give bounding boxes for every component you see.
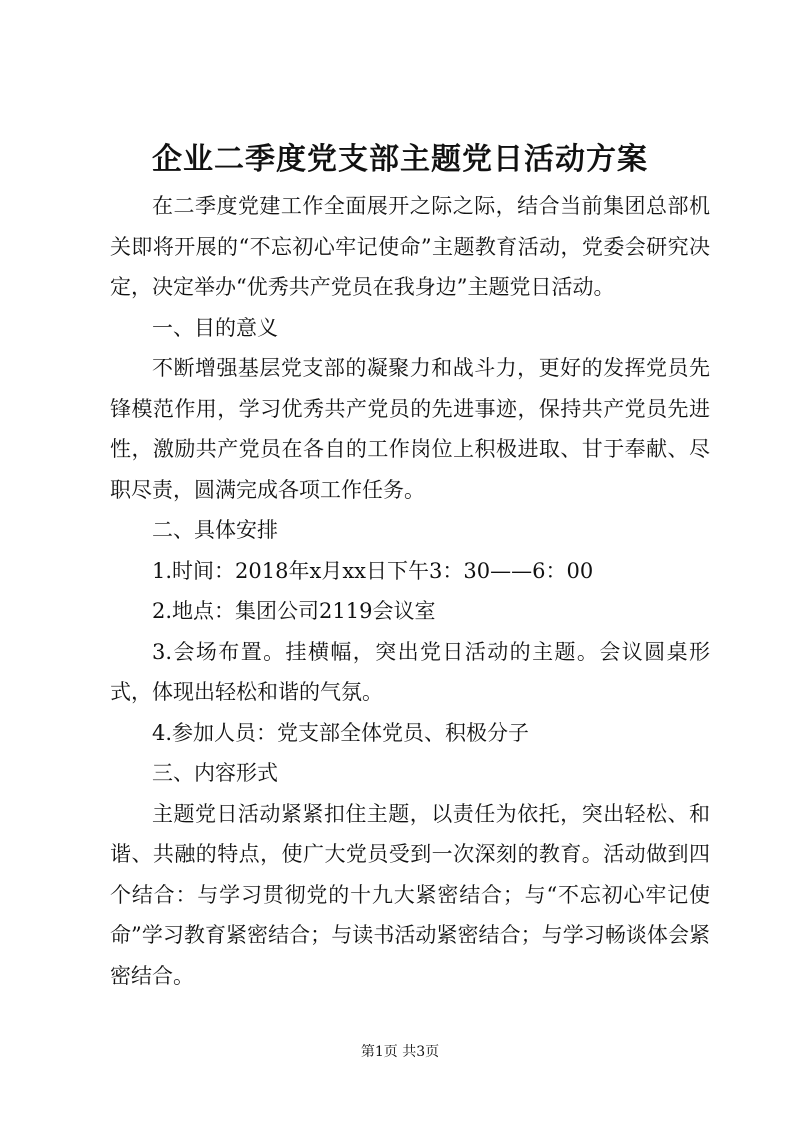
arrangement-location: 2.地点：集团公司2119会议室 xyxy=(152,599,436,623)
intro-paragraph: 在二季度党建工作全面展开之际之际，结合当前集团总部机关即将开展的“不忘初心牢记使命”主题教育活动，党委会研究决定，决定举办“优秀共产党员在我身边”主题党日活动。 xyxy=(110,194,710,299)
section-heading-purpose: 一、目的意义 xyxy=(152,315,278,340)
purpose-paragraph: 不断增强基层党支部的凝聚力和战斗力，更好的发挥党员先锋模范作用，学习优秀共产党员的先进事迹，保持共产党员先进性，激励共产党员在各自的工作岗位上积极进取、甘于奉献、尽职尽责，圆满完成各项工作任务。 xyxy=(110,356,710,502)
arrangement-participants: 4.参加人员：党支部全体党员、积极分子 xyxy=(152,720,530,745)
document-body xyxy=(110,186,710,996)
section-heading-arrangement: 二、具体安排 xyxy=(152,518,278,542)
content-paragraph: 主题党日活动紧紧扣住主题，以责任为依托，突出轻松、和谐、共融的特点，使广大党员受到一次深刻的教育。活动做到四个结合：与学习贯彻党的十九大紧密结合；与“不忘初心牢记使命”学习教育紧密结合；与读书活动紧密结合；与学习畅谈体会紧密结合。 xyxy=(110,801,710,988)
section-heading-content: 三、内容形式 xyxy=(152,761,278,785)
page-footer: 第1页 共3页 xyxy=(360,1044,440,1060)
document-title: 企业二季度党支部主题党日活动方案 xyxy=(152,142,648,177)
arrangement-venue-setup: 3.会场布置。挂横幅，突出党日活动的主题。会议圆桌形式，体现出轻松和谐的气氛。 xyxy=(110,639,710,704)
arrangement-time: 1.时间：2018年x月xx日下午3：30——6：00 xyxy=(152,558,594,583)
